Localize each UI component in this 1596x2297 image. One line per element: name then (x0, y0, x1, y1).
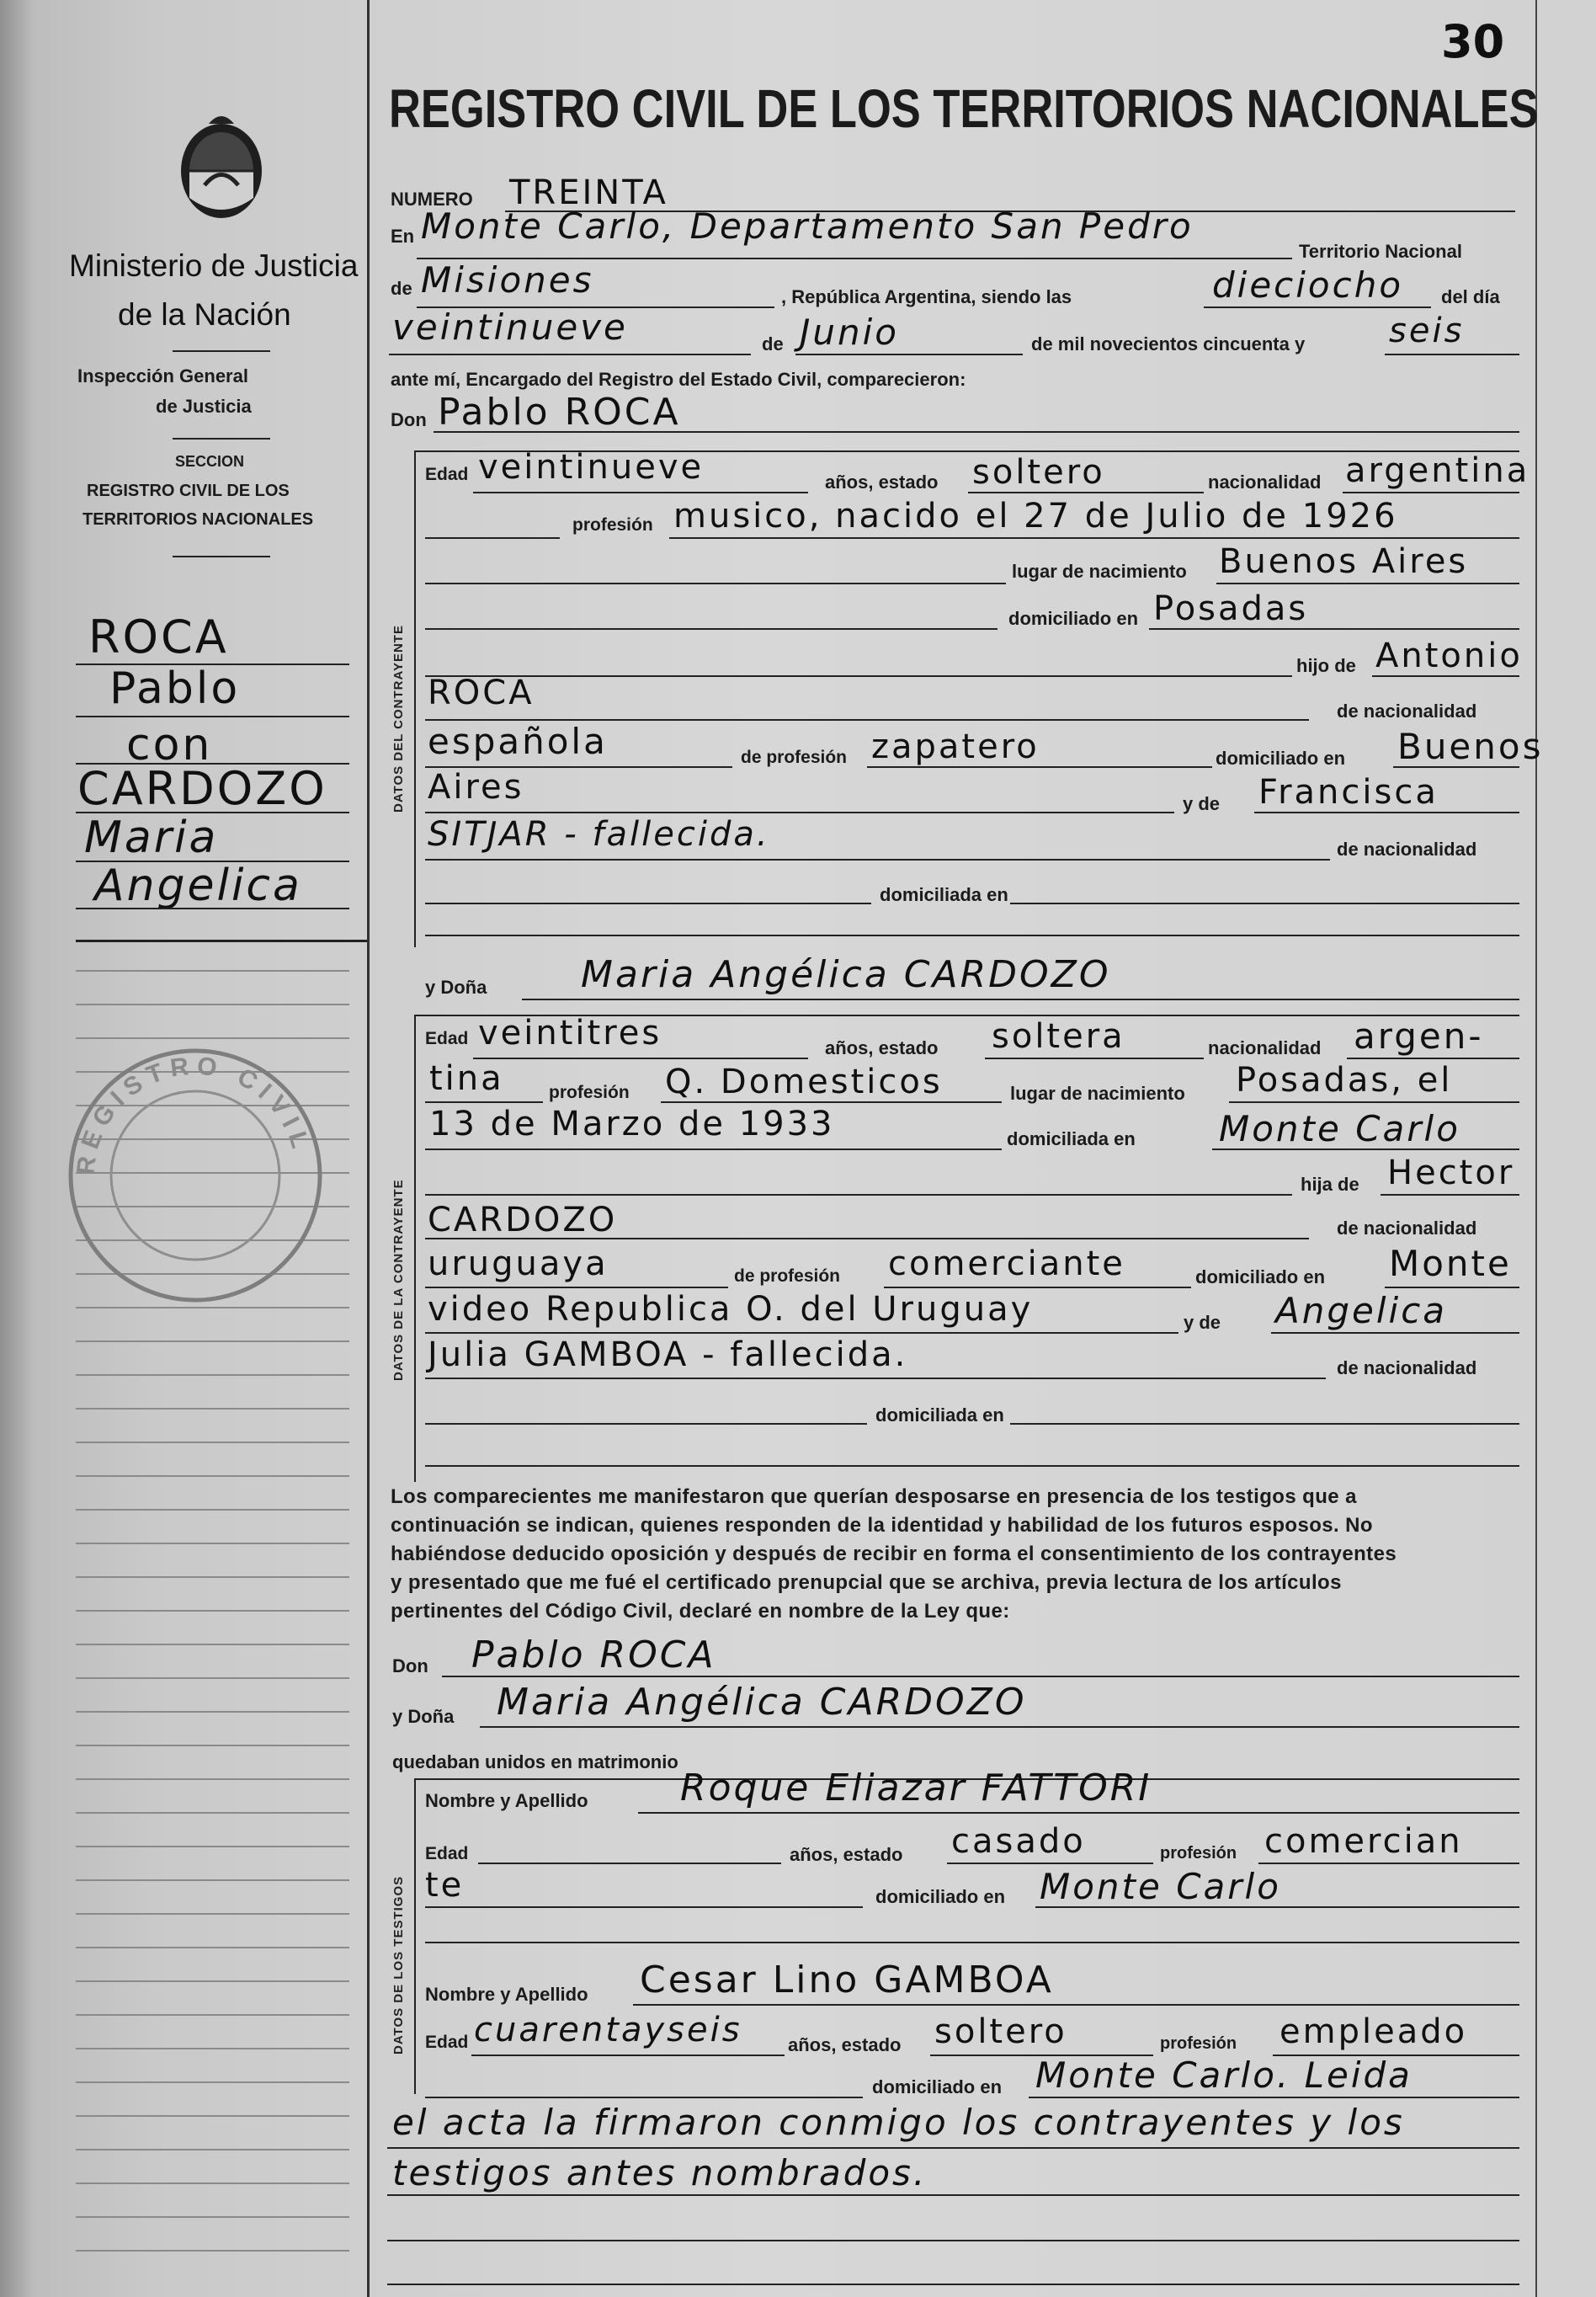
page-number: 30 (1441, 15, 1505, 68)
profesion-label-3: profesión (1160, 1844, 1237, 1863)
hijo-de-label: hijo de (1296, 655, 1356, 676)
de-nacionalidad-label-2: de nacionalidad (1337, 839, 1477, 860)
field-line (389, 354, 751, 355)
field-line (425, 903, 871, 904)
novia-nacionalidad-2: tina (429, 1059, 504, 1098)
argentine-coat-of-arms-icon (175, 105, 268, 223)
field-line (1372, 675, 1519, 677)
novio-nacionalidad: argentina (1345, 451, 1530, 490)
margin-rule (76, 2014, 349, 2016)
field-line (425, 935, 1519, 936)
novia-padre-nacionalidad: uruguaya (428, 1244, 609, 1283)
registry-seal-stamp (61, 1041, 330, 1310)
section-line3: TERRITORIOS NACIONALES (82, 510, 314, 529)
field-line (473, 492, 808, 493)
margin-rule (76, 1947, 349, 1948)
field-line (1258, 1863, 1519, 1864)
field-line (425, 1101, 543, 1103)
mes-value: Junio (800, 312, 899, 353)
de-label: de (391, 278, 412, 299)
lugar-nac-label: lugar de nacimiento (1012, 561, 1187, 582)
lugar-nac-label-2: lugar de nacimiento (1010, 1083, 1185, 1104)
field-line (478, 1863, 781, 1864)
novia-lugar-nac-2: 13 de Marzo de 1933 (429, 1105, 835, 1143)
testigo2-profesion: empleado (1279, 2012, 1468, 2051)
dia-value: veintinueve (392, 306, 628, 348)
de-mes-label: de (762, 333, 784, 354)
field-line (425, 1194, 1292, 1196)
territorio-label: Territorio Nacional (1299, 241, 1462, 262)
edad-label-4: Edad (425, 2033, 469, 2052)
de-nacionalidad-label-3: de nacionalidad (1337, 1218, 1477, 1239)
novio-padre-nacionalidad: española (428, 721, 608, 762)
margin-note-line (76, 908, 349, 909)
margin-rule (76, 1913, 349, 1915)
margin-note-line (76, 763, 349, 765)
novia-nacionalidad-1: argen- (1354, 1015, 1484, 1057)
field-line (1212, 1148, 1519, 1150)
margin-note-line (76, 861, 349, 862)
novio-padre-domicilio-1: Buenos (1397, 726, 1544, 767)
ministry-line2: de la Nación (118, 297, 291, 332)
y-dona-label: y Doña (425, 977, 487, 998)
field-line (425, 1148, 1002, 1150)
field-line (387, 2240, 1519, 2241)
field-line (1343, 492, 1519, 493)
margin-rule (76, 1711, 349, 1713)
novio-estado: soltero (972, 453, 1105, 492)
field-line (442, 1676, 1519, 1677)
domiciliado-label: domiciliado en (1008, 608, 1139, 629)
field-line (1393, 766, 1519, 768)
field-line (633, 2004, 1519, 2006)
republica-label: , República Argentina, siendo las (781, 286, 1072, 307)
nacionalidad-label-2: nacionalidad (1208, 1037, 1322, 1058)
numero-value: TREINTA (509, 173, 668, 212)
novia-profesion: Q. Domesticos (665, 1063, 943, 1101)
margin-note-name: Pablo (109, 664, 241, 714)
margin-rule (76, 1745, 349, 1746)
declaration-line1: Los comparecientes me manifestaron que querían desposarse en presencia de los testigos que a (391, 1485, 1357, 1508)
field-line (1216, 583, 1519, 584)
sidebar-rule (173, 556, 270, 557)
domiciliado-label-5: domiciliado en (872, 2076, 1003, 2097)
testigo2-edad: cuarentayseis (474, 2011, 742, 2049)
closing-line2: testigos antes nombrados. (392, 2152, 928, 2193)
field-line (471, 2055, 785, 2056)
field-line (1347, 1058, 1519, 1059)
field-line (669, 537, 1519, 539)
margin-rule (76, 2149, 349, 2150)
field-line (1035, 1906, 1519, 1908)
field-line (661, 1101, 1002, 1103)
margin-note-con: con (126, 720, 213, 770)
novia-padre-domicilio-1: Monte (1389, 1243, 1512, 1284)
territorio-value: Misiones (421, 259, 594, 301)
profesion-label-4: profesión (1160, 2034, 1237, 2053)
contrayenta-bracket (414, 1015, 416, 1482)
margin-divider (367, 0, 370, 2297)
field-line (425, 2097, 863, 2098)
field-line (425, 1332, 1178, 1334)
don-label-2: Don (392, 1655, 428, 1676)
section-line2: REGISTRO CIVIL DE LOS (87, 482, 290, 500)
lugar-value: Monte Carlo, Departamento San Pedro (421, 205, 1194, 247)
field-line (795, 354, 1023, 355)
ante-mi-label: ante mí, Encargado del Registro del Estado Civil, comparecieron: (391, 369, 966, 390)
margin-note-bottom-rule (76, 940, 367, 942)
closing-line1: el acta la firmaron conmigo los contrayentes y los (392, 2102, 1405, 2143)
novio-madre-nombre: Francisca (1258, 773, 1439, 812)
right-border (1535, 0, 1537, 2297)
field-line (425, 537, 560, 539)
anos-estado-label: años, estado (825, 472, 939, 493)
field-line (1254, 812, 1519, 813)
margin-rule (76, 1475, 349, 1477)
margin-rule (76, 1374, 349, 1376)
contrayente-side-label: DATOS DEL CONTRAYENTE (391, 625, 406, 813)
inspection-line2: de Justicia (156, 396, 252, 417)
field-line (425, 628, 998, 630)
novio-padre-nombre: Antonio (1375, 637, 1523, 675)
anio-value: seis (1389, 312, 1465, 350)
novia-padre-domicilio-2: video Republica O. del Uruguay (428, 1290, 1034, 1329)
margin-rule (76, 1340, 349, 1342)
field-line (985, 1058, 1204, 1059)
margin-rule (76, 1677, 349, 1679)
del-dia-label: del día (1441, 286, 1500, 307)
field-line (425, 1287, 728, 1288)
hora-value: dieciocho (1212, 264, 1404, 306)
novio-edad: veintinueve (478, 448, 705, 487)
testigo1-domicilio: Monte Carlo (1040, 1866, 1281, 1907)
testigo1-nombre: Roque Eliazar FATTORI (680, 1767, 1152, 1809)
field-line (1381, 1194, 1519, 1196)
margin-note-name2: Maria (84, 813, 219, 863)
margin-rule (76, 1879, 349, 1881)
field-line (1149, 628, 1519, 630)
profesion-label: profesión (572, 515, 653, 535)
ministry-line1: Ministerio de Justicia (69, 248, 359, 283)
field-line (638, 1812, 1519, 1814)
margin-rule (76, 1408, 349, 1410)
margin-note-surname2: CARDOZO (77, 762, 327, 815)
field-line (522, 999, 1519, 1000)
sidebar-rule (173, 350, 270, 352)
testigo1-profesion-2: te (425, 1866, 465, 1905)
margin-rule (76, 2115, 349, 2117)
margin-rule (76, 970, 349, 972)
profesion-label-2: profesión (549, 1083, 630, 1102)
field-line (1385, 1287, 1519, 1288)
novio-madre-apellido: SITJAR - fallecida. (428, 815, 770, 854)
en-label: En (391, 226, 415, 247)
margin-rule (76, 1610, 349, 1612)
novia-padre-profesion: comerciante (888, 1244, 1125, 1283)
field-line (425, 859, 1330, 861)
field-line (968, 492, 1204, 493)
margin-rule (76, 1812, 349, 1814)
testigo2-nombre: Cesar Lino GAMBOA (640, 1959, 1054, 2001)
field-line (425, 1942, 1519, 1943)
field-line (425, 812, 1174, 813)
inspection-line1: Inspección General (77, 365, 248, 386)
field-line (425, 1465, 1519, 1467)
y-dona-label-2: y Doña (392, 1706, 455, 1727)
field-line (1029, 2097, 1519, 2098)
field-line (947, 1863, 1153, 1864)
mil-nov-label: de mil novecientos cincuenta y (1031, 333, 1306, 354)
novia-estado: soltera (992, 1017, 1125, 1056)
novio-padre-apellido: ROCA (428, 674, 535, 712)
field-line (1271, 1332, 1519, 1334)
novia-lugar-nac-1: Posadas, el (1236, 1061, 1453, 1100)
margin-rule (76, 2250, 349, 2252)
contrayente-bracket (414, 450, 416, 947)
margin-rule (76, 1037, 349, 1039)
testigos-bracket (414, 1778, 416, 2094)
field-line (884, 1287, 1191, 1288)
margin-rule (76, 1442, 349, 1443)
edad-label: Edad (425, 465, 469, 484)
margin-rule (76, 1846, 349, 1847)
declaration-line2: continuación se indican, quienes responden de la identidad y habilidad de los futuros esposos. No (391, 1514, 1373, 1537)
declaration-line5: pertinentes del Código Civil, declaré en nombre de la Ley que: (391, 1600, 1010, 1623)
field-line (425, 1906, 863, 1908)
edad-label-3: Edad (425, 1844, 469, 1863)
edad-label-2: Edad (425, 1029, 469, 1048)
nacionalidad-label: nacionalidad (1208, 472, 1322, 493)
field-line (867, 766, 1212, 768)
novio-padre-profesion: zapatero (871, 727, 1040, 766)
novia-padre-apellido: CARDOZO (428, 1201, 618, 1239)
nombre-apellido-label-2: Nombre y Apellido (425, 1984, 588, 2005)
margin-rule (76, 1778, 349, 1780)
nombre-apellido-label: Nombre y Apellido (425, 1790, 588, 1811)
testigo2-estado: soltero (934, 2012, 1067, 2051)
novia-madre-nombre: Angelica (1275, 1290, 1448, 1331)
margin-rule (76, 2048, 349, 2049)
field-line (387, 2194, 1519, 2196)
margin-rule (76, 1543, 349, 1544)
don-final-value: Pablo ROCA (471, 1633, 716, 1676)
domiciliada-label-3: domiciliada en (875, 1404, 1004, 1426)
field-line (425, 1238, 1309, 1239)
field-line (425, 583, 1006, 584)
don-value: Pablo ROCA (438, 391, 681, 434)
svg-text:REGISTRO CIVIL: REGISTRO CIVIL (72, 1052, 317, 1176)
field-line (1010, 1423, 1519, 1425)
novia-edad: veintitres (478, 1014, 662, 1053)
margin-note-line (76, 664, 349, 665)
margin-rule (76, 1980, 349, 1982)
novio-lugar-nac: Buenos Aires (1219, 542, 1469, 581)
de-nacionalidad-label-4: de nacionalidad (1337, 1357, 1477, 1378)
contrayenta-side-label: DATOS DE LA CONTRAYENTE (391, 1179, 406, 1381)
field-line (480, 1726, 1519, 1728)
document-title: REGISTRO CIVIL DE LOS TERRITORIOS NACIONALES (389, 78, 1539, 139)
dona-final-value: Maria Angélica CARDOZO (497, 1681, 1027, 1724)
domiciliado-label-2: domiciliado en (1216, 748, 1346, 769)
anos-estado-label-3: años, estado (790, 1844, 903, 1865)
novia-domicilio: Monte Carlo (1219, 1108, 1460, 1149)
margin-note-surname: ROCA (88, 610, 229, 664)
novia-madre-apellido: Julia GAMBOA - fallecida. (428, 1335, 908, 1374)
hija-de-label: hija de (1301, 1174, 1359, 1195)
y-de-label-2: y de (1184, 1312, 1221, 1333)
novio-profesion: musico, nacido el 27 de Julio de 1926 (673, 497, 1398, 536)
de-profesion-label-2: de profesión (734, 1266, 841, 1286)
margin-rule (76, 2182, 349, 2184)
de-nacionalidad-label: de nacionalidad (1337, 701, 1477, 722)
margin-rule (76, 2216, 349, 2218)
field-line (1385, 354, 1519, 355)
domiciliado-label-3: domiciliado en (1195, 1266, 1326, 1287)
field-line (1204, 306, 1431, 308)
novio-padre-domicilio-2: Aires (428, 768, 524, 807)
testigos-side-label: DATOS DE LOS TESTIGOS (391, 1875, 406, 2055)
field-line (387, 2284, 1519, 2285)
don-label: Don (391, 409, 427, 430)
domiciliada-label: domiciliada en (880, 884, 1008, 905)
anos-estado-label-2: años, estado (825, 1037, 939, 1058)
anos-estado-label-4: años, estado (788, 2034, 902, 2055)
declaration-line4: y presentado que me fué el certificado prenupcial que se archiva, previa lectura de los artículos (391, 1571, 1342, 1594)
testigo1-estado: casado (951, 1822, 1086, 1861)
margin-rule (76, 1576, 349, 1578)
testigo2-domicilio: Monte Carlo. Leida (1035, 2055, 1412, 2096)
margin-note-name3: Angelica (94, 861, 302, 911)
field-line (1229, 1101, 1519, 1103)
novio-domicilio: Posadas (1153, 589, 1309, 628)
domiciliada-label-2: domiciliada en (1007, 1128, 1136, 1149)
y-de-label: y de (1183, 793, 1221, 814)
domiciliado-label-4: domiciliado en (875, 1886, 1006, 1907)
field-line (1010, 903, 1519, 904)
de-profesion-label: de profesión (741, 748, 848, 767)
margin-note-line (76, 812, 349, 813)
declaration-line3: habiéndose deducido oposición y después de recibir en forma el consentimiento de los contrayentes (391, 1543, 1397, 1565)
field-line (434, 431, 1519, 433)
sidebar-rule (173, 438, 270, 440)
novia-padre-nombre: Hector (1387, 1154, 1515, 1192)
margin-note-line (76, 716, 349, 717)
margin-rule (76, 2081, 349, 2083)
margin-rule (76, 1004, 349, 1005)
quedaban-label: quedaban unidos en matrimonio (392, 1751, 678, 1772)
margin-rule (76, 1644, 349, 1645)
margin-rule (76, 1509, 349, 1511)
numero-label: NUMERO (391, 189, 473, 210)
section-line1: SECCION (175, 453, 245, 470)
field-line (425, 675, 1292, 677)
field-line (473, 1058, 808, 1059)
field-line (425, 1423, 867, 1425)
field-line (387, 2147, 1519, 2149)
dona-value: Maria Angélica CARDOZO (581, 953, 1111, 996)
testigo1-profesion-1: comercian (1264, 1822, 1463, 1861)
field-line (425, 1378, 1326, 1379)
